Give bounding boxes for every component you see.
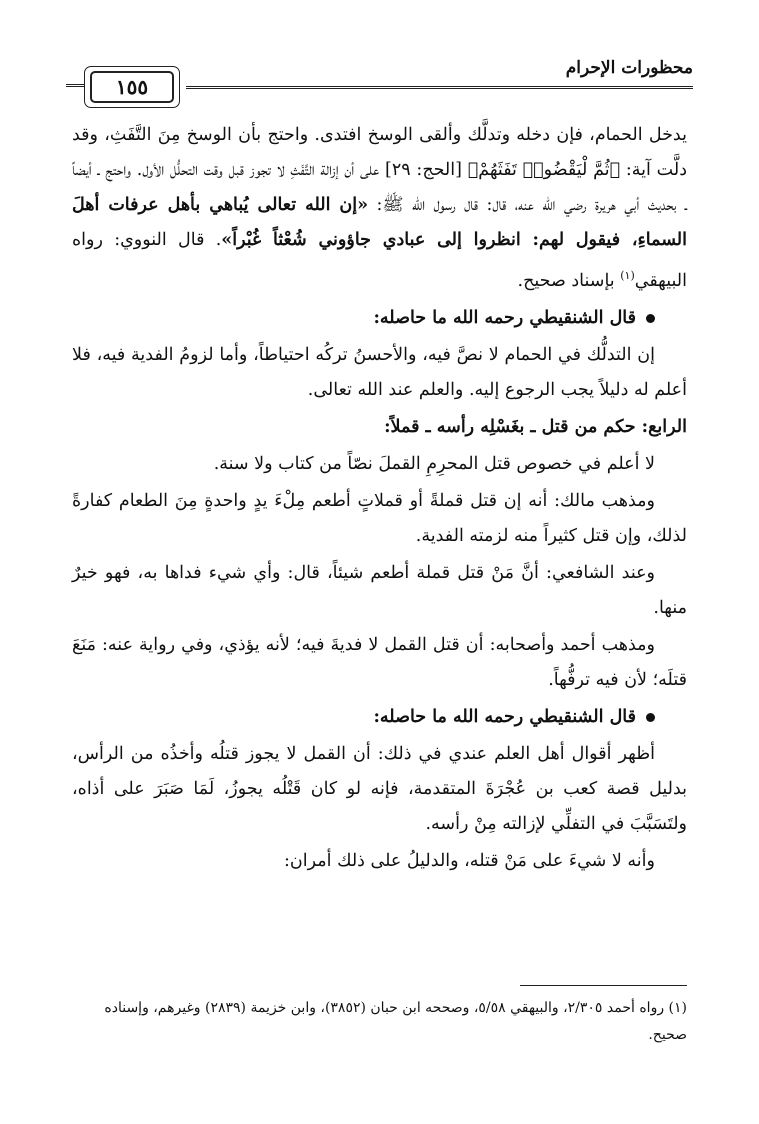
page-header — [66, 46, 693, 99]
footnote-divider — [520, 985, 687, 986]
footnote-ref: (١) — [620, 269, 635, 282]
paragraph: ومذهب أحمد وأصحابه: أن قتل القمل لا فديةَ فيه؛ لأنه يؤذي، وفي رواية عنه: مَنَعَ قتلَه؛ لأن فيه ترفُّهاً. — [72, 634, 687, 690]
page-number-badge — [84, 66, 180, 108]
page-body — [72, 118, 687, 881]
paragraph: إن التدلُّك في الحمام لا نصَّ فيه، والأحسنُ تركُه احتياطاً، وأما لزومُ الفدية فيه، فلا أعلم له دليلاً يجب الرجوع إليه. والعلم عند الله تعالى. — [72, 344, 687, 400]
bullet-icon — [646, 713, 655, 722]
paragraph: ومذهب مالك: أنه إن قتل قملةً أو قملاتٍ أطعم مِلْءَ يدٍ واحدةٍ مِنَ الطعام كفارةً لذلك، وإن قتل كثيراً منه لزمته الفدية. — [72, 490, 687, 546]
page-number: ١٥٥ — [90, 71, 174, 103]
section-heading: قال الشنقيطي رحمه الله ما حاصله: — [72, 301, 687, 336]
paragraph: وعند الشافعي: أنَّ مَنْ قتل قملة أطعم شيئاً، قال: وأي شيء فداها به، فهو خيرٌ منها. — [72, 562, 687, 618]
paragraph: وأنه لا شيءَ على مَنْ قتله، والدليلُ على ذلك أمران: — [284, 850, 655, 871]
footnote: (١) رواه أحمد ٢/٣٠٥، والبيهقي ٥/٥٨، وصححه ابن حبان (٣٨٥٢)، وابن خزيمة (٢٨٣٩) وغيرهم، وإسناده صحيح. — [104, 1000, 687, 1043]
section-heading: الرابع: حكم من قتل ـ بغَسْلِه رأسه ـ قملاً: — [384, 416, 687, 437]
paragraph: لا أعلم في خصوص قتل المحرِمِ القملَ نصّاً من كتاب ولا سنة. — [213, 453, 655, 474]
header-rule — [186, 86, 693, 89]
section-heading: قال الشنقيطي رحمه الله ما حاصله: — [72, 700, 687, 735]
hadith-quote: «إن الله تعالى يُباهي بأهل عرفات أهلَ السماءِ، فيقول لهم: انظروا إلى عبادي جاؤوني شُعْثاً غُبْراً» — [72, 195, 687, 250]
paragraph: أظهر أقوال أهل العلم عندي في ذلك: أن القمل لا يجوز قتلُه وأخذُه من الرأس، بدليل قصة كعب بن عُجْرَةَ المتقدمة، فإنه لو كان قَتْلُه يجوزُ، لَمَا صَبَرَ على أذاه، ولتَسَبَّبَ في التفلِّي لإزالته مِنْ رأسه. — [72, 743, 687, 834]
paragraph: يدخل الحمام، فإن دخله وتدلَّك وألقى الوسخ افتدى. واحتج بأن الوسخ مِنَ التَّفَثِ، وقد دلَّت آية: ﴿ثُمَّ لْيَقْضُوا۟ تَفَثَهُمْ﴾ [الحج: ٢٩] على أن إزالة التَّفَثِ لا تجوز قبل وقت التحلُّل الأول. واحتج ـ أيضاً ـ بحديث أبي هريرة رضي الله عنه، قال: قال رسول الله ﷺ: «إن الله تعالى يُباهي بأهل عرفات أهلَ السماءِ، فيقول لهم: انظروا إلى عبادي جاؤوني شُعْثاً غُبْراً». قال النووي: رواه البيهقي$^{(١)}$ بإسناد صحيح. — [72, 125, 687, 291]
bullet-icon — [646, 314, 655, 323]
header-rule-left — [66, 84, 84, 87]
running-title: محظورات الإحرام — [565, 58, 693, 78]
